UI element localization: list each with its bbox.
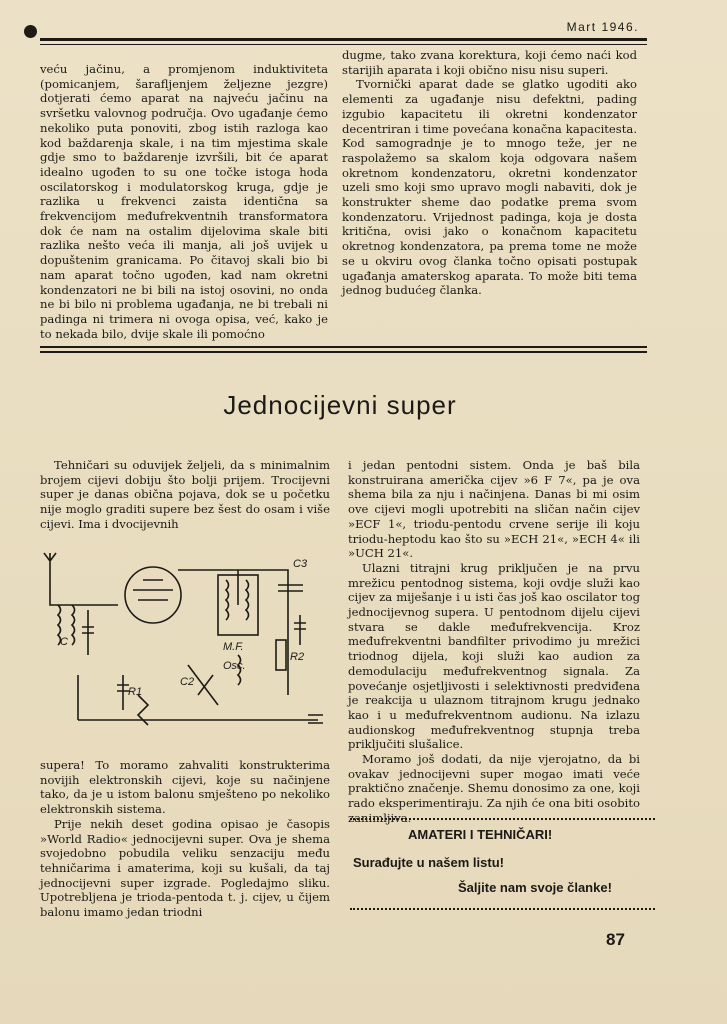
ad-box-rule-top	[350, 818, 655, 820]
label-c3: C3	[293, 558, 308, 570]
paragraph: Tvornički aparat dade se glatko ugoditi ako elementi za ugađanje nisu defektni, pading izgubio kapacitetu ili okretni kondenzator decentriran i time povećana konačna kapacitesta. Kod samogradnje je to mnogo teže, jer ne raspolažemo sa skalom koja odgovara našem okretnom kondenzatoru, okretni kondenzator uzeli smo koji smo upravo mogli nabaviti, dok je konstrukter sheme dao podatke prema svom kondenzatoru. Vrijednost padinga, koja je dosta kritična, ovisi jako o konačnom kapacitetu okretnog kondenzatora, pa prema tome ne može se u okviru ovog članka točno opisati postupak ugađanja amaterskog aparata. To može biti tema jednog budućeg članka.	[342, 77, 637, 298]
label-c: C	[60, 636, 68, 648]
paragraph: Ulazni titrajni krug priključen je na prvu mrežicu pentodnog sistema, koji ovdje služi kao cijev za miješanje i u isti čas još kao oscilator tog jednocijevnog supera. U pentodnom dijelu cijevi stvara se dakle međufrekvencija. Kroz međufrekventni bandfilter privodimo ju mrežici triodnog dijela, koji služi kao audion za demodulaciju međufrekventnog signala. Za povećanje osjetljivosti i selektivnosti predviđena je reakcija u ulaznom titrajnom krugu jednako kao i u međufrekventnom audionu. Na izlazu audionskog međufrekventnog stupnja treba priključiti slušalice.	[348, 560, 640, 752]
paragraph: dugme, tako zvana korektura, koji ćemo naći kod starijih aparata i koji obično nisu nisu superi.	[342, 48, 637, 77]
column-3	[40, 458, 330, 532]
circuit-schematic	[38, 545, 330, 745]
ad-line-2: Šaljite nam svoje članke!	[458, 880, 612, 895]
column-4	[348, 458, 640, 826]
column-3-continued	[40, 758, 330, 920]
paragraph: i jedan pentodni sistem. Onda je baš bila konstruirana američka cijev »6 F 7«, pa je ova shema bila za nju i načinjena. Danas bi mi osim ove cijevi mogli upotrebiti na sličan način cijev »ECF 1«, triodu-pentodu crvene serije ili koju triodu-heptodu kao što su »ECH 21«, »ECH 4« ili »UCH 21«.	[348, 458, 640, 561]
article-title: Jednocijevni super	[223, 390, 457, 420]
resistor-r2	[276, 640, 286, 670]
header-bullet	[24, 25, 37, 38]
section-rule-2	[40, 351, 647, 353]
header-rule-thin	[40, 44, 647, 45]
page-number: 87	[606, 930, 625, 949]
label-r2: R2	[290, 651, 305, 663]
label-mf: M.F.	[223, 641, 244, 653]
ad-line-1: Surađujte u našem listu!	[353, 855, 504, 870]
paragraph: Moramo još dodati, da nije vjerojatno, da bi ovakav jednocijevni super mogao imati veće praktično značenje. Shemu donosimo za one, koji rado eksperimentiraju. Za njih će ona biti osobito zanimljiva.	[348, 752, 640, 825]
label-osc: Osc.	[223, 660, 246, 672]
headphones-output	[308, 715, 323, 723]
running-header: Mart 1946.	[566, 20, 639, 34]
ad-box-rule-bottom	[350, 908, 655, 910]
ad-title: AMATERI I TEHNIČARI!	[408, 827, 553, 842]
tube-envelope	[125, 567, 181, 623]
label-c2: C2	[180, 676, 195, 688]
column-2	[342, 48, 637, 298]
capacitor-c3	[278, 585, 303, 591]
paragraph: Prije nekih deset godina opisao je časopis »World Radio« jednocijevni super. Ova je shema svojedobno pobudila veliku senzaciju među tehničarima i amaterima, koji su kušali, da taj jednocijevni super izgrade. Pogledajmo sliku. Upotrebljena je trioda-pentoda t. j. cijev, u čijem balonu imamo jedan triodni	[40, 816, 330, 920]
paragraph: veću jačinu, a promjenom induktiviteta (pomicanjem, šarafljenjem željezne jezgre) dotjerati ćemo aparat na najveću jačinu na svršetku valovnog područja. Ovo ugađanje ćemo nekoliko puta ponoviti, zbog istih razloga kao kod baždarenja skale, i na tim mjestima skale gdje smo to baždarenje izvršili, bit će aparat idealno ugođen to su one točke istoga hoda oscilatorskog i modulatorskog kruga, gdje je razlika u frekvenci zaista identična sa frekvencijom međufrekventnih transformatora dok će nam na ostalim dijelovima skale biti razlika nešto veća ili manja, ali još uvijek u dopuštenim granicama. Po čitavoj skali bio bi nam aparat točno ugođen, kad nam okretni kondenzatori ne bi bili na istoj osovini, no onda ne bi bilo ni problema ugađanja, ne bi trebali ni padinga ni trimera ni ovoga opisa, već, kako je to nekada bilo, dvije skale ili pomoćno	[40, 62, 328, 341]
section-rule	[40, 346, 647, 348]
paragraph: Tehničari su oduvijek željeli, da s minimalnim brojem cijevi dobiju što bolji prijem. Trocijevni super je danas obična pojava, dok se u početku nije moglo graditi supere bez šest do osam i više cijevi. Ima i dvocijevnih	[40, 458, 330, 531]
paragraph: supera! To moramo zahvaliti konstrukterima novijih elektronskih cijevi, koje su načinjene tako, da je u istom balonu smješteno po nekoliko elektronskih sistema.	[40, 758, 330, 817]
input-capacitor	[82, 610, 94, 655]
column-1	[40, 62, 328, 341]
label-r1: R1	[128, 686, 143, 698]
header-rule	[40, 38, 647, 41]
antenna-symbol	[44, 553, 56, 575]
